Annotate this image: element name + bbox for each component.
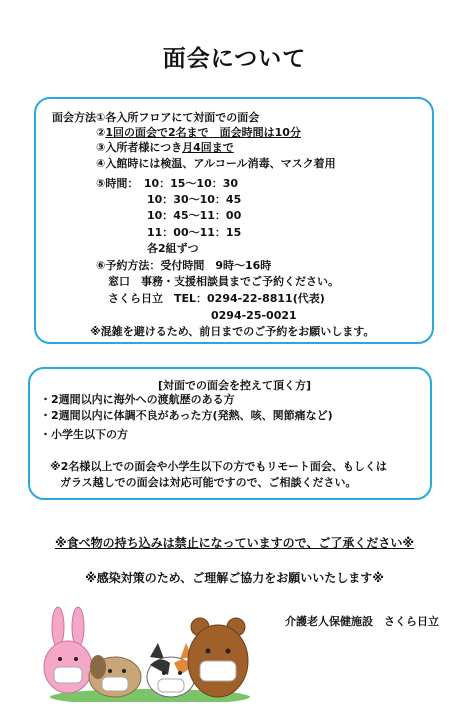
masked-animals-illustration bbox=[40, 605, 250, 702]
visit-time-slot: 10：30～10：45 bbox=[147, 193, 242, 206]
visit-entry-line: ④入館時には検温、アルコール消毒、マスク着用 bbox=[96, 157, 336, 170]
visit-method-line: 面会方法①各入所フロアにて対面での面会 bbox=[52, 111, 260, 124]
rabbit-with-mask-icon bbox=[44, 607, 92, 693]
crowd-note: ※混雑を避けるため、前日までのご予約をお願いします。 bbox=[90, 325, 375, 338]
bear-with-mask-icon bbox=[188, 618, 248, 697]
visit-time-slot: 11：00～11：15 bbox=[147, 226, 242, 239]
phone-line: さくら日立 TEL：0294-22-8811(代表) bbox=[108, 292, 325, 305]
food-notice: ※食べ物の持ち込みは禁止になっていますので、ご了承ください※ bbox=[54, 536, 415, 550]
refrain-heading: [対面での面会を控えて頂く方] bbox=[158, 379, 312, 392]
infection-notice: ※感染対策のため、ご理解ご協力をお願いいたします※ bbox=[85, 571, 384, 585]
page-title: 面会について bbox=[162, 46, 307, 72]
refrain-item: ・2週間以内に体調不良があった方(発熱、咳、関節痛など) bbox=[40, 409, 333, 422]
dog-with-mask-icon bbox=[89, 655, 141, 697]
visit-time-line: ⑤時間： 10：15～10：30 bbox=[96, 177, 239, 190]
visit-monthly-line: ③入所者様につき月4回まで bbox=[96, 141, 234, 154]
facility-name: 介護老人保健施設 さくら日立 bbox=[285, 615, 439, 628]
visit-groups-line: 各2組ずつ bbox=[147, 242, 199, 255]
phone-line-2: 0294-25-0021 bbox=[211, 309, 297, 322]
reservation-line: ⑥予約方法：受付時間 9時～16時 bbox=[96, 259, 272, 272]
remote-note-line: ※2名様以上での面会や小学生以下の方でもリモート面会、もしくは bbox=[50, 460, 387, 473]
visit-limit-line: ②1回の面会で2名まで 面会時間は10分 bbox=[96, 126, 301, 139]
refrain-item: ・2週間以内に海外への渡航歴のある方 bbox=[40, 393, 235, 406]
cat-with-mask-icon bbox=[147, 643, 195, 697]
remote-note-line: ガラス越しでの面会は対応可能ですので、ご相談ください。 bbox=[60, 476, 357, 489]
refrain-item: ・小学生以下の方 bbox=[40, 428, 128, 441]
reservation-window-line: 窓口 事務・支援相談員までご予約ください。 bbox=[108, 275, 339, 288]
visit-time-slot: 10：45～11：00 bbox=[147, 209, 242, 222]
